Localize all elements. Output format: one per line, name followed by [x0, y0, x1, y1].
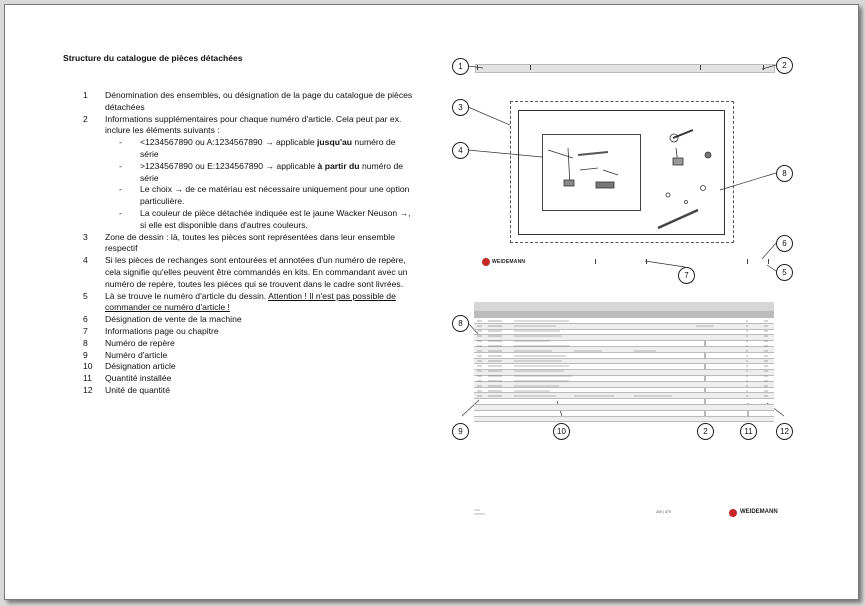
leader-line: [762, 65, 776, 69]
callout-table-11: 11: [740, 423, 757, 440]
callout-7: 7: [678, 267, 695, 284]
leader-line: [645, 261, 685, 267]
callout-3: 3: [452, 99, 469, 116]
callout-table-10: 10: [553, 423, 570, 440]
callout-5: 5: [776, 264, 793, 281]
callout-table-9: 9: [452, 423, 469, 440]
table-header: [474, 311, 774, 318]
list-item: 2 Informations supplémentaires pour chaque numéro d'article. Cela peut par ex. inclure les éléments suivants :: [83, 113, 402, 136]
callout-table-8: 8: [452, 315, 469, 332]
callout-4: 4: [452, 142, 469, 159]
leader-line: [720, 173, 776, 190]
leader-line: [468, 107, 510, 125]
list-item: 9 Numéro d'article: [83, 349, 168, 360]
leader-line: [468, 150, 542, 157]
list-item: 5 Là se trouve le numéro d'article du dessin. Attention ! Il n'est pas possible de commander ce numéro d'article !: [83, 290, 396, 313]
sub-list-item: - La couleur de pièce détachée indiquée est le jaune Wacker Neuson →, si elle est disponible dans d'autres couleurs.: [119, 207, 411, 230]
leader-line: [762, 243, 776, 259]
callout-8: 8: [776, 165, 793, 182]
brand-name: WEIDEMANN: [492, 259, 526, 265]
list-item: 3 Zone de dessin : là, toutes les pièces sont représentées dans leur ensemble respectif: [83, 231, 395, 254]
list-item: 12 Unité de quantité: [83, 384, 170, 395]
leader-line: [767, 265, 776, 271]
sub-list-item: - >1234567890 ou E:1234567890 → applicable à partir du numéro de série: [119, 160, 404, 183]
callout-2: 2: [776, 57, 793, 74]
callout-6: 6: [776, 235, 793, 252]
footer-brand-name: WEIDEMANN: [740, 509, 778, 515]
list-item: 1 Dénomination des ensembles, ou désignation de la page du catalogue de pièces détachées: [83, 90, 413, 112]
table-title-bar: [474, 302, 774, 311]
weidemann-logo-icon: [729, 509, 737, 517]
callout-table-2: 2: [697, 423, 714, 440]
callout-1: 1: [452, 58, 469, 75]
table-text-lines: [474, 318, 774, 405]
page-number: 200 | 470: [656, 510, 671, 514]
list-item: 6 Désignation de vente de la machine: [83, 314, 242, 325]
list-item: 11 Quantité installée: [83, 373, 172, 384]
callout-table-12: 12: [776, 423, 793, 440]
page-title: Structure du catalogue de pièces détachées: [63, 53, 243, 63]
catalog-page: [4, 4, 859, 600]
list-item: 7 Informations page ou chapitre: [83, 325, 219, 336]
footer-meta: [474, 508, 494, 518]
sub-list-item: - Le choix → de ce matériau est nécessaire uniquement pour une option particulière.: [119, 184, 410, 207]
list-item: 10 Désignation article: [83, 361, 176, 372]
leader-line: [468, 66, 483, 68]
sub-list-item: - <1234567890 ou A:1234567890 → applicable jusqu'au numéro de série: [119, 137, 396, 159]
list-item: 8 Numéro de repère: [83, 337, 175, 348]
list-item: 4 Si les pièces de rechanges sont entourées et annotées d'un numéro de repère, cela signifie qu'elles peuvent être commandés en kits. En commandant avec un numéro de repère, toutes les pièces qui se trouvent dans le cadre sont livrées.: [83, 255, 408, 289]
table-row: [474, 417, 774, 423]
